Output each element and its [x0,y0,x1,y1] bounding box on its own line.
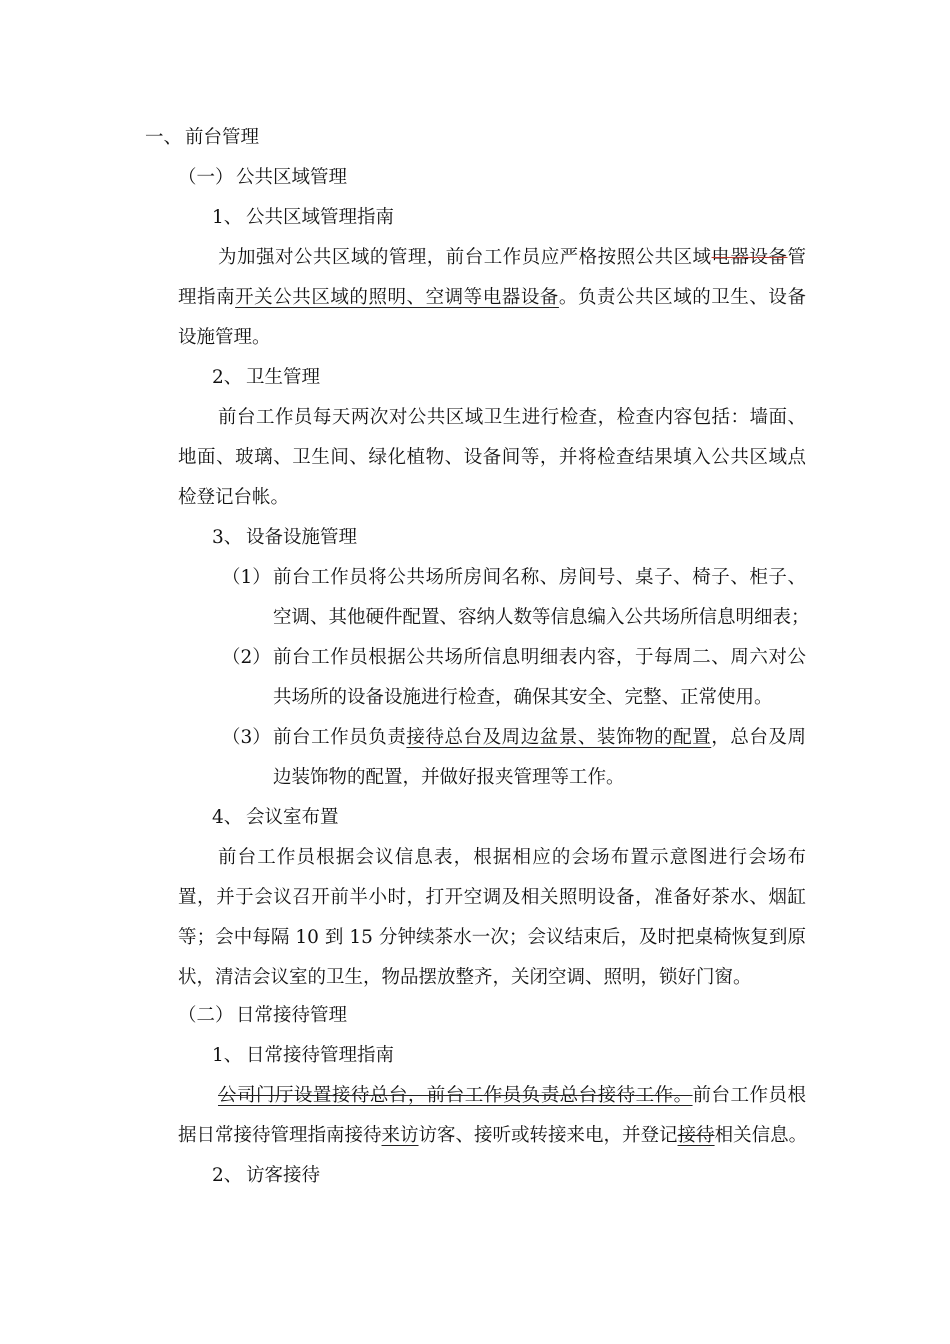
paragraph-line: 为加强对公共区域的管理，前台工作员应严格按照公共区域电器设备管 [218,247,806,268]
paragraph-line: 理指南开关公共区域的照明、空调等电器设备。负责公共区域的卫生、设备 [178,287,806,308]
tracked-insertion: 接待总台及周边盆景、装饰物的配置 [406,727,712,748]
list-item-number: （1） [222,567,271,588]
tracked-deletion: 电器设备 [711,247,788,268]
paragraph-line: 地面、玻璃、卫生间、绿化植物、设备间等，并将检查结果填入公共区域点 [178,447,806,468]
list-item-line: 前台工作员负责接待总台及周边盆景、装饰物的配置，总台及周 [273,727,806,748]
paragraph-line: 公司门厅设置接待总台，前台工作员负责总台接待工作。前台工作员根 [218,1085,806,1106]
heading-level2-public-area: （一） 公共区域管理 [178,167,348,188]
paragraph-line: 状，清洁会议室的卫生，物品摆放整齐，关闭空调、照明，锁好门窗。 [178,967,752,988]
heading-level2-reception: （二） 日常接待管理 [178,1005,348,1026]
paragraph-line: 设施管理。 [178,327,271,348]
heading-visitor-reception: 2、 访客接待 [212,1165,321,1186]
tracked-deletion: 接待 [677,1125,715,1146]
list-item-line: 前台工作员将公共场所房间名称、房间号、桌子、椅子、柜子、 [273,567,806,588]
list-item-number: （3） [222,727,271,748]
heading-facilities: 3、 设备设施管理 [212,527,358,548]
list-item-line: 边装饰物的配置，并做好报夹管理等工作。 [273,767,625,788]
heading-public-area-guide: 1、 公共区域管理指南 [212,207,395,228]
list-item-line: 前台工作员根据公共场所信息明细表内容，于每周二、周六对公 [273,647,806,668]
heading-meeting-room: 4、 会议室布置 [212,807,339,828]
tracked-deletion: 公司门厅设置接待总台，前台工作员负责总台接待工作。 [218,1085,693,1106]
tracked-insertion: 来访 [381,1125,419,1146]
heading-reception-guide: 1、 日常接待管理指南 [212,1045,395,1066]
heading-hygiene: 2、 卫生管理 [212,367,321,388]
list-item-number: （2） [222,647,271,668]
paragraph-line: 据日常接待管理指南接待来访访客、接听或转接来电，并登记接待相关信息。 [178,1125,808,1146]
paragraph-line: 前台工作员根据会议信息表，根据相应的会场布置示意图进行会场布 [218,847,806,868]
paragraph-line: 等；会中每隔 10 到 15 分钟续茶水一次；会议结束后，及时把桌椅恢复到原 [178,927,806,948]
tracked-insertion: 开关公共区域的照明、空调等电器设备 [235,287,559,308]
paragraph-line: 前台工作员每天两次对公共区域卫生进行检查，检查内容包括：墙面、 [218,407,806,428]
heading-level1: 一、 前台管理 [145,127,260,148]
list-item-line: 共场所的设备设施进行检查，确保其安全、完整、正常使用。 [273,687,773,708]
paragraph-line: 检登记台帐。 [178,487,290,508]
paragraph-line: 置，并于会议召开前半小时，打开空调及相关照明设备，准备好茶水、烟缸 [178,887,806,908]
list-item-line: 空调、其他硬件配置、容纳人数等信息编入公共场所信息明细表； [273,607,810,628]
